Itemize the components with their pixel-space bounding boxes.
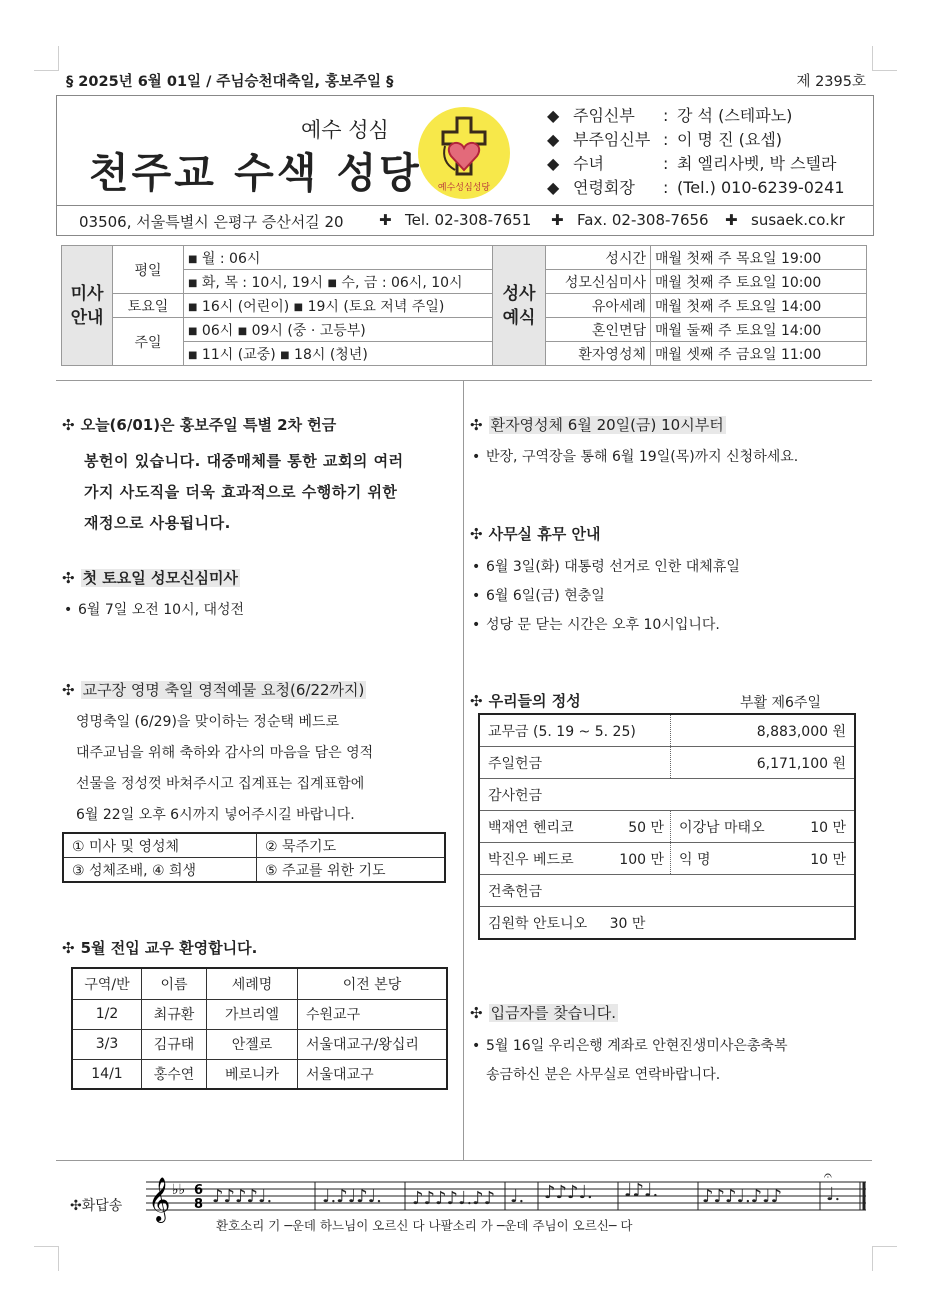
time-signature: 6 [194, 1183, 204, 1198]
square-bullet-icon: ■ [188, 325, 198, 337]
list-item [472, 553, 740, 582]
sunday-time: 11시 (교중) [201, 346, 276, 363]
liturgical-week: 부활 제6주일 [740, 695, 821, 711]
donor-amount: 10 만 [810, 851, 846, 868]
music-staff [140, 1172, 870, 1234]
table-cell: 서울대교구/왕십리 [298, 1029, 448, 1059]
ornament-icon: ✣ [470, 416, 483, 434]
table-cell: 수원교구 [298, 999, 448, 1029]
sunday-label: 주일 [113, 318, 184, 366]
mass-label-1: 미사 [70, 283, 104, 304]
parish-logo-icon [415, 106, 513, 201]
list-item [472, 611, 740, 640]
table-cell: 안젤로 [207, 1029, 298, 1059]
staff-role: 부주임신부 [573, 130, 651, 149]
offering-row [479, 779, 855, 811]
svg-text:♩.: ♩. [510, 1186, 525, 1207]
section-title-text: 5월 전입 교우 환영합니다. [80, 939, 258, 957]
list-item-text: 6월 6일(금) 현충일 [486, 588, 605, 604]
cross-icon: ✚ [551, 211, 564, 229]
section-title [470, 523, 600, 544]
staff-colon: : [663, 154, 669, 173]
donor-amount: 50 만 [628, 819, 664, 836]
notice-line: 대주교님을 위해 축하와 감사의 마음을 담은 영적 [76, 745, 374, 761]
table-cell: 최규환 [142, 999, 207, 1029]
address-bar [56, 205, 874, 236]
table-cell: 서울대교구 [298, 1059, 448, 1089]
crop-mark [34, 46, 59, 71]
mass-label [62, 246, 113, 366]
ornament-icon: ✣ [62, 416, 75, 434]
gift-item: ③ 성체조배, ④ 희생 [63, 858, 257, 883]
list-item [472, 582, 740, 611]
crop-mark [872, 46, 897, 71]
section-title [62, 567, 240, 588]
donor-cell [479, 907, 855, 940]
list-item-text: 성당 문 닫는 시간은 오후 10시입니다. [486, 617, 720, 633]
bullet-icon: • [64, 602, 73, 618]
staff-role: 주임신부 [573, 106, 635, 125]
offering-amount: 8,883,000 원 [756, 723, 846, 740]
section-title [470, 1002, 618, 1023]
address-text: 03506, 서울특별시 은평구 증산서길 20 [79, 213, 344, 231]
offering-row [479, 907, 855, 940]
date-line: § 2025년 6월 01일 / 주님승천대축일, 홍보주일 § [66, 74, 394, 90]
section-title-text: 교구장 영명 축일 영적예물 요청(6/22까지) [82, 681, 365, 699]
weekday-time: 수, 금 : 06시, 10시 [341, 274, 463, 291]
fax-text: Fax. 02-308-7656 [577, 211, 709, 229]
rite-when: 매월 첫째 주 토요일 14:00 [651, 294, 867, 318]
website-text: susaek.co.kr [751, 211, 845, 229]
square-bullet-icon: ■ [237, 325, 248, 337]
rite-when: 매월 둘째 주 토요일 14:00 [651, 318, 867, 342]
spiritual-gift-box [62, 832, 446, 883]
notice-line: 가지 사도직을 더욱 효과적으로 수행하기 위한 [84, 483, 398, 501]
gift-item: ① 미사 및 영성체 [63, 833, 257, 858]
list-item-text: 반장, 구역장을 통해 6월 19일(목)까지 신청하세요. [486, 449, 799, 465]
svg-text:♪♪♪♩.♪♩♪: ♪♪♪♩.♪♩♪ [702, 1186, 783, 1207]
rite-when: 매월 첫째 주 토요일 10:00 [651, 270, 867, 294]
title-box [56, 95, 874, 206]
staff-person: (Tel.) 010-6239-0241 [677, 178, 845, 197]
donor-cell [671, 811, 856, 843]
ornament-icon: ✣ [62, 939, 75, 957]
svg-text:♪♪♪♩.: ♪♪♪♩. [544, 1182, 593, 1203]
diamond-icon: ◆ [547, 178, 560, 197]
schedule-table [61, 245, 867, 371]
table-cell: 베로니카 [207, 1059, 298, 1089]
table-header: 세례명 [207, 968, 298, 999]
weekday-time: 화, 목 : 10시, 19시 [201, 274, 324, 291]
donor-name: 익 명 [679, 851, 711, 868]
rite-name: 유아세례 [546, 294, 651, 318]
ornament-icon: ✣ [470, 525, 483, 543]
cross-icon: ✚ [725, 211, 738, 229]
psalm-lyrics: 환호소리 기 ─운데 하느님이 오르신 다 나팔소리 가 ─운데 주님이 오르신─ 다 [216, 1218, 633, 1233]
staff-person: 최 엘리사벳, 박 스텔라 [677, 154, 837, 173]
donor-amount: 100 만 [619, 851, 664, 868]
notice-line: 재정으로 사용됩니다. [84, 514, 231, 532]
svg-text:♩.♪♩♪♩.: ♩.♪♩♪♩. [322, 1186, 382, 1207]
diamond-icon: ◆ [547, 130, 560, 149]
section-title-text: 입금자를 찾습니다. [490, 1004, 617, 1022]
table-cell: 가브리엘 [207, 999, 298, 1029]
square-bullet-icon: ■ [280, 349, 290, 361]
rite-name: 혼인면담 [546, 318, 651, 342]
table-cell: 홍수연 [142, 1059, 207, 1089]
svg-text:𝄐: 𝄐 [824, 1172, 832, 1184]
table-cell: 14/1 [72, 1059, 142, 1089]
offering-table [478, 713, 856, 940]
table-row [72, 1029, 447, 1059]
header-line [66, 66, 866, 92]
rite-name: 환자영성체 [546, 342, 651, 366]
bullet-icon: • [472, 449, 481, 465]
donor-name: 이강남 마태오 [679, 819, 765, 836]
offering-amount: 6,171,100 원 [671, 747, 856, 779]
staff-person: 이 명 진 (요셉) [677, 130, 783, 149]
donor-amount: 10 만 [810, 819, 846, 836]
offering-row [479, 714, 855, 747]
table-cell: 1/2 [72, 999, 142, 1029]
saturday-label: 토요일 [113, 294, 184, 318]
gift-item: ② 묵주기도 [257, 833, 446, 858]
staff-colon: : [663, 106, 669, 125]
sunday-time: 06시 [201, 322, 234, 339]
table-cell: 김규태 [142, 1029, 207, 1059]
offering-label: 주일헌금 [479, 747, 671, 779]
column-divider [463, 381, 464, 1161]
section-title [470, 690, 581, 711]
section-title-text: 첫 토요일 성모신심미사 [82, 569, 238, 587]
weekday-label: 평일 [113, 246, 184, 294]
square-bullet-icon: ■ [293, 301, 304, 313]
rites-label-2: 예식 [502, 307, 536, 328]
notice-body [84, 446, 404, 539]
logo-text: 예수성심성당 [437, 183, 491, 193]
newcomers-table [71, 967, 448, 1090]
ornament-icon: ✣ [470, 1004, 483, 1022]
table-header: 이전 본당 [298, 968, 448, 999]
notice-line: 봉헌이 있습니다. 대중매체를 통한 교회의 여러 [84, 452, 404, 470]
svg-text:♪♪♪♪♩.♪♪: ♪♪♪♪♩.♪♪ [412, 1188, 496, 1209]
staff-role: 연령회장 [573, 178, 635, 197]
offering-row [479, 811, 855, 843]
staff-role: 수녀 [573, 154, 604, 173]
divider [56, 380, 872, 381]
bullet-icon: • [472, 588, 481, 604]
mass-label-2: 안내 [70, 307, 104, 328]
donor-cell [671, 843, 856, 875]
notice-line: 영명축일 (6/29)을 맞이하는 정순택 베드로 [76, 714, 340, 730]
tel-text: Tel. 02-308-7651 [405, 211, 532, 229]
donor-name: 백재연 헨리코 [488, 819, 574, 836]
list-item-text: 6월 7일 오전 10시, 대성전 [78, 602, 245, 618]
section-title-text: 환자영성체 6월 20일(금) 10시부터 [490, 416, 724, 434]
sunday-row-1 [184, 318, 493, 342]
offering-label: 건축헌금 [479, 875, 855, 907]
svg-text:♩.: ♩. [826, 1184, 841, 1205]
divider [56, 1160, 872, 1161]
rites-label [493, 246, 546, 366]
diamond-icon: ◆ [547, 154, 560, 173]
svg-text:♩♪♩.: ♩♪♩. [624, 1180, 659, 1201]
ornament-icon: ✣ [62, 569, 75, 587]
notice-body [76, 707, 373, 831]
staff-person: 강 석 (스테파노) [677, 106, 793, 125]
psalm-label: ✣화답송 [70, 1198, 123, 1214]
notice-body [472, 1032, 787, 1090]
issue-number: 제 2395호 [796, 74, 866, 90]
crop-mark [34, 1246, 59, 1271]
square-bullet-icon: ■ [188, 349, 198, 361]
notice-line: 선물을 정성껏 바쳐주시고 집계표는 집계표함에 [76, 776, 365, 792]
saturday-time: 19시 (토요 저녁 주일) [307, 298, 445, 315]
section-title [62, 937, 257, 958]
square-bullet-icon: ■ [188, 253, 198, 265]
parish-subtitle: 예수 성심 [301, 118, 389, 142]
rite-when: 매월 첫째 주 목요일 19:00 [651, 246, 867, 270]
svg-text:♪♪♪♪♩.: ♪♪♪♪♩. [212, 1186, 273, 1207]
ornament-icon: ✣ [470, 692, 483, 710]
square-bullet-icon: ■ [188, 301, 198, 313]
weekday-row-2 [184, 270, 493, 294]
time-signature: 8 [194, 1197, 204, 1212]
weekday-row-1 [184, 246, 493, 270]
bullet-list [472, 553, 740, 640]
diamond-icon: ◆ [547, 106, 560, 125]
table-header: 구역/반 [72, 968, 142, 999]
list-item [64, 599, 244, 619]
section-title [470, 414, 726, 435]
square-bullet-icon: ■ [327, 277, 337, 289]
list-item [472, 1032, 787, 1061]
offering-row [479, 747, 855, 779]
section-title-text: 사무실 휴무 안내 [488, 525, 601, 543]
staff-colon: : [663, 178, 669, 197]
offering-label: 감사헌금 [479, 779, 855, 811]
notice-line: 6월 22일 오후 6시까지 넣어주시길 바랍니다. [76, 807, 355, 823]
notice-line: 송금하신 분은 사무실로 연락바랍니다. [486, 1067, 721, 1083]
table-header: 이름 [142, 968, 207, 999]
rite-name: 성모신심미사 [546, 270, 651, 294]
donor-amount: 30 만 [609, 915, 646, 932]
staff-colon: : [663, 130, 669, 149]
square-bullet-icon: ■ [188, 277, 198, 289]
saturday-time: 16시 (어린이) [201, 298, 290, 315]
cross-icon: ✚ [379, 211, 392, 229]
list-item-text: 6월 3일(화) 대통령 선거로 인한 대체휴일 [486, 559, 740, 575]
bullet-icon: • [472, 617, 481, 633]
table-row [72, 1059, 447, 1089]
donor-name: 박진우 베드로 [488, 851, 574, 868]
rite-name: 성시간 [546, 246, 651, 270]
gift-item: ⑤ 주교를 위한 기도 [257, 858, 446, 883]
section-title [62, 414, 336, 435]
offering-row [479, 875, 855, 907]
donor-cell [479, 843, 671, 875]
crop-mark [872, 1246, 897, 1271]
section-title-text: 오늘(6/01)은 홍보주일 특별 2차 헌금 [80, 416, 337, 434]
bullet-icon: • [472, 1038, 481, 1054]
sunday-row-2 [184, 342, 493, 366]
flat-icon: ♭♭ [172, 1182, 186, 1198]
sunday-time: 18시 (청년) [294, 346, 368, 363]
saturday-row [184, 294, 493, 318]
rite-when: 매월 셋째 주 금요일 11:00 [651, 342, 867, 366]
offering-label: 교무금 (5. 19 ~ 5. 25) [479, 714, 671, 747]
offering-row [479, 843, 855, 875]
donor-name: 김원학 안토니오 [488, 915, 588, 932]
treble-clef-icon: 𝄞 [148, 1177, 171, 1221]
table-cell: 3/3 [72, 1029, 142, 1059]
ornament-icon: ✣ [62, 681, 75, 699]
donor-cell [479, 811, 671, 843]
bullet-icon: • [472, 559, 481, 575]
rites-label-1: 성사 [502, 283, 536, 304]
sunday-time: 09시 (중 · 고등부) [251, 322, 366, 339]
section-title [62, 679, 366, 700]
weekday-time: 월 : 06시 [201, 250, 261, 267]
section-title-text: 우리들의 정성 [488, 692, 581, 710]
list-item [472, 446, 798, 466]
table-row [72, 999, 447, 1029]
notice-line: 5월 16일 우리은행 계좌로 안현진생미사은총축복 [486, 1038, 788, 1054]
parish-name: 천주교 수색 성당 [89, 149, 422, 197]
